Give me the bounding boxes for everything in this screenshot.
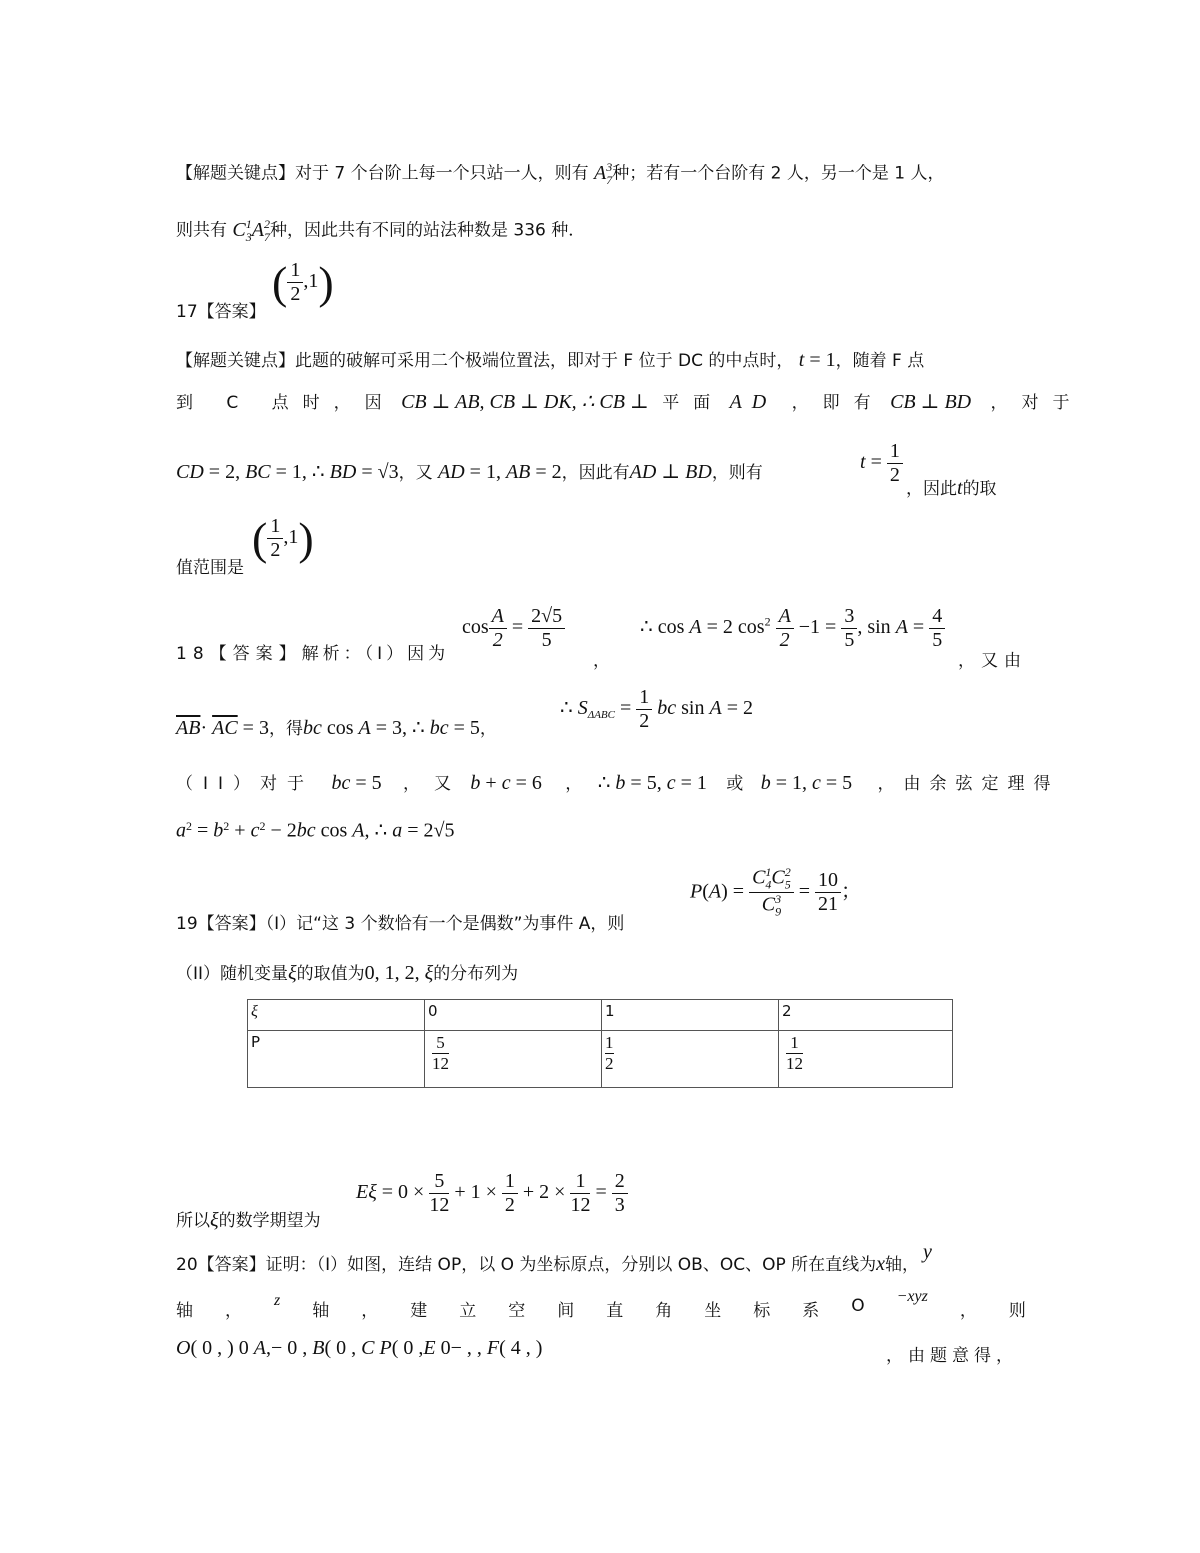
p20-line2: 轴 ， z 轴 ， 建 立 空 间 直 角 坐 标 系 O −xyz ， 则 <box>176 1288 1026 1321</box>
table-cell: P <box>248 1031 425 1088</box>
table-cell: 2 <box>779 1000 953 1031</box>
table-cell: $\frac{1}{2}$ <box>602 1031 779 1088</box>
formula-a73: $A_7^3$ <box>594 160 613 187</box>
table-cell: 1 <box>602 1000 779 1031</box>
p19-expect-text: 所以ξ的数学期望为 <box>176 1209 321 1231</box>
p19-expectation-formula: Eξ = 0 × $\frac{5}{12}$ + 1 × $\frac{1}{2}$ + 2 × $\frac{1}{12}$ = $\frac{2}{3}$ <box>356 1170 628 1217</box>
p18-line2: $\overline{AB}\cdot \overline{AC} = 3$，得bc cos A = 3, ∴ bc = 5， <box>176 717 497 739</box>
p19-line2: （II）随机变量ξ的取值为0, 1, 2, ξ的分布列为 <box>176 962 519 984</box>
p16-line1: 【解题关键点】对于 7 个台阶上每一个只站一人，则有 $A_7^3$种；若有一个台阶有 2 人，另一个是 1 人， <box>176 160 945 187</box>
table-cell: $\frac{1}{12}$ <box>779 1031 953 1088</box>
table-row <box>248 1031 953 1088</box>
table-cell: $\frac{5}{12}$ <box>425 1031 602 1088</box>
p20-line3: O( 0 , ) 0 A,− 0 , B( 0 , C P( 0 ,E 0− , , F( 4 , ) <box>176 1337 543 1359</box>
p18-line4: $a^2 = b^2 + c^2 - 2bc$ cos A, ∴ a = 2√5 <box>176 819 455 842</box>
p18-line3: （II）对于 bc = 5 ，又 b + c = 6 ， ∴ b = 5, c = 1 或 b = 1, c = 5 ，由余弦定理得 <box>176 772 1060 794</box>
distribution-table <box>247 999 953 1088</box>
p18-cos-sin: ∴ cos A = 2 $\cos^2$ $\frac{A}{2}$ −1 = $\frac{3}{5}$ , sin A = $\frac{4}{5}$ <box>640 605 945 652</box>
p17-line4: 值范围是 <box>176 558 244 578</box>
p17-line1: 【解题关键点】此题的破解可采用二个极端位置法，即对于 F 位于 DC 的中点时， t = 1，随着 F 点 <box>176 349 925 371</box>
p18-line1: 18【答案】解析：（I）因为 <box>176 644 450 664</box>
p17-t-half: t = $\frac{1}{2}$ <box>860 440 903 487</box>
p16-line2: 则共有 $C_3^1A_7^2$种，因此共有不同的站法种数是 336 种． <box>176 217 586 244</box>
p17-line3: CD = 2, BC = 1, ∴ BD = √3，又 AD = 1, AB = 2，因此有AD ⊥ BD，则有 <box>176 461 763 483</box>
table-cell: 0 <box>425 1000 602 1031</box>
table-cell: ξ <box>248 1000 425 1031</box>
p19-probability-formula: P(A) = $\frac{C_4^1C_5^2}{C_9^3}$ = $\frac{10}{21}$ ； <box>690 865 862 920</box>
p17-label: 17【答案】 <box>176 302 266 322</box>
p19-line1: 19【答案】（I）记“这 3 个数恰有一个是偶数”为事件 A，则 <box>176 914 625 934</box>
table-row <box>248 1000 953 1031</box>
p17-range-formula: ( $\frac{1}{2}$ ,1) <box>252 513 314 564</box>
p18-cos-half: cos $\frac{A}{2}$ = $\frac{2√5}{5}$ <box>462 605 565 652</box>
p18-area: ∴ $S_{\Delta ABC}$ = $\frac{1}{2}$ bc sin A = 2 <box>560 686 753 732</box>
key-point-label: 【解题关键点】 <box>176 163 295 184</box>
formula-c31-a72: $C_3^1A_7^2$ <box>232 217 270 244</box>
p17-line3-end: ，因此t的取 <box>906 477 997 499</box>
p17-line2: 到 C 点时，因 CB ⊥ AB, CB ⊥ DK, ∴ CB ⊥ 平面 AD ，即有 CB ⊥ BD ，对于 <box>176 391 1084 413</box>
p17-answer-formula: ( $\frac{1}{2}$ ,1) <box>272 257 334 308</box>
p20-line1: 20【答案】证明：（I）如图，连结 OP，以 O 为坐标原点，分别以 OB、OC、OP 所在直线为x轴，y <box>176 1241 932 1275</box>
